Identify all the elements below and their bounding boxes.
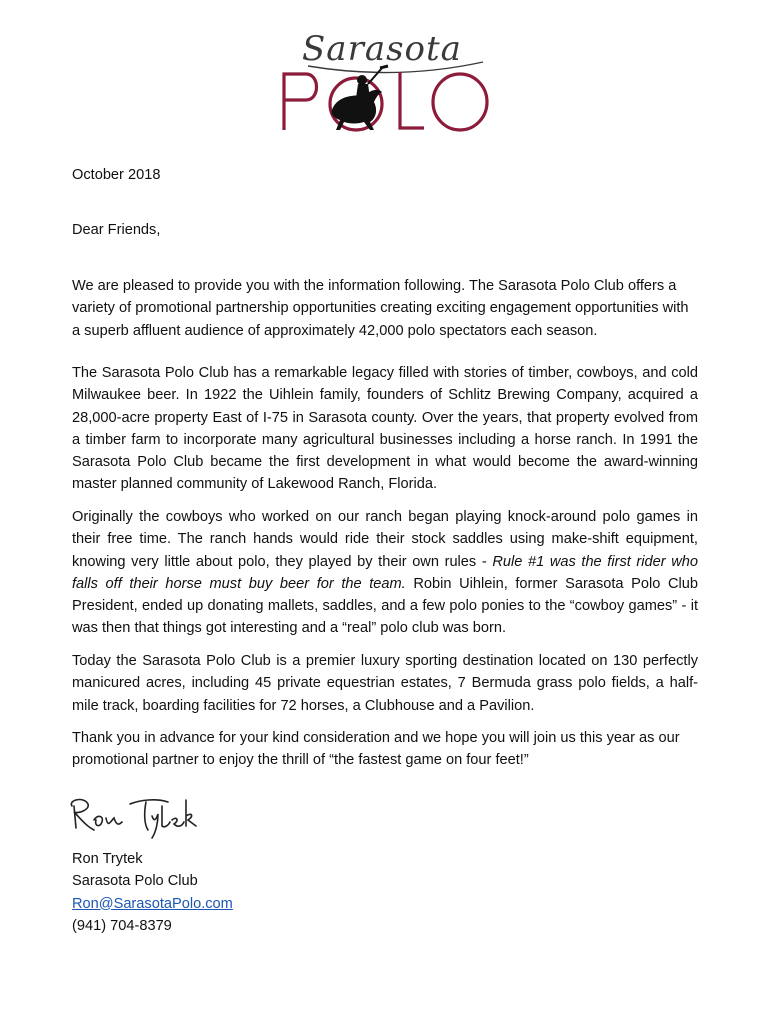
paragraph-today: Today the Sarasota Polo Club is a premier luxury sporting destination located on 130 perfectly manicured acres, including 45 private equestrian estates, 7 Bermuda grass polo fields, a half-mile track, boarding facilities for 72 horses, a Clubhouse and a Pavilion.: [72, 653, 698, 714]
logo-script-text: Sarasota: [302, 29, 462, 69]
signer-organization: Sarasota Polo Club: [72, 873, 198, 890]
paragraph-intro: We are pleased to provide you with the information following. The Sarasota Polo Club offers a variety of promotional partnership opportunities creating exciting engagement opportunities with a superb affluent audience of approximately 42,000 polo spectators each season.: [72, 278, 689, 339]
paragraph-cowboy-games-text-a: Originally the cowboys who worked on our ranch began playing knock-around polo games in their free time. The ranch hands would ride their stock saddles using make-shift equipment, knowing very little about polo, they played by their own rules -: [72, 509, 698, 570]
letter-date: October 2018: [72, 167, 161, 183]
signer-name: Ron Trytek: [72, 851, 143, 867]
polo-player-on-horse-icon: [331, 66, 388, 130]
logo-polo-word: [284, 72, 487, 130]
paragraph-history: The Sarasota Polo Club has a remarkable legacy filled with stories of timber, cowboys, and cold Milwaukee beer. In 1922 the Uihlein family, founders of Schlitz Brewing Company, acquired a 28,000-acre property East of I-75 in Sarasota county. Over the years, that property evolved from a timber farm to incorporate many agricultural businesses including a horse ranch. In 1991 the Sarasota Polo Club became the first development in what would become the award-winning master planned community of Lakewood Ranch, Florida.: [72, 365, 698, 493]
logo-graphic: [278, 18, 498, 136]
paragraph-thank-you: Thank you in advance for your kind consideration and we hope you will join us this year as our promotional partner to enjoy the thrill of “the fastest game on four feet!”: [72, 730, 680, 769]
email-link[interactable]: Ron@SarasotaPolo.com: [72, 895, 233, 912]
salutation: Dear Friends,: [72, 222, 161, 238]
phone-number: (941) 704-8379: [72, 917, 172, 934]
handwritten-signature: [64, 792, 204, 842]
sarasota-polo-logo: [278, 18, 498, 136]
rule-one-italic: Rule #1 was the first rider who falls off their horse must buy beer for the team.: [72, 553, 699, 592]
signature-block: [72, 848, 233, 937]
paragraph-cowboy-games-text-b: Robin Uihlein, former Sarasota Polo Club President, ended up donating mallets, saddles, and a few polo ponies to the “cowboy games” - it was then that things got interesting and a “real” polo club was born.: [72, 575, 698, 637]
paragraph-cowboy-games: [72, 506, 698, 640]
